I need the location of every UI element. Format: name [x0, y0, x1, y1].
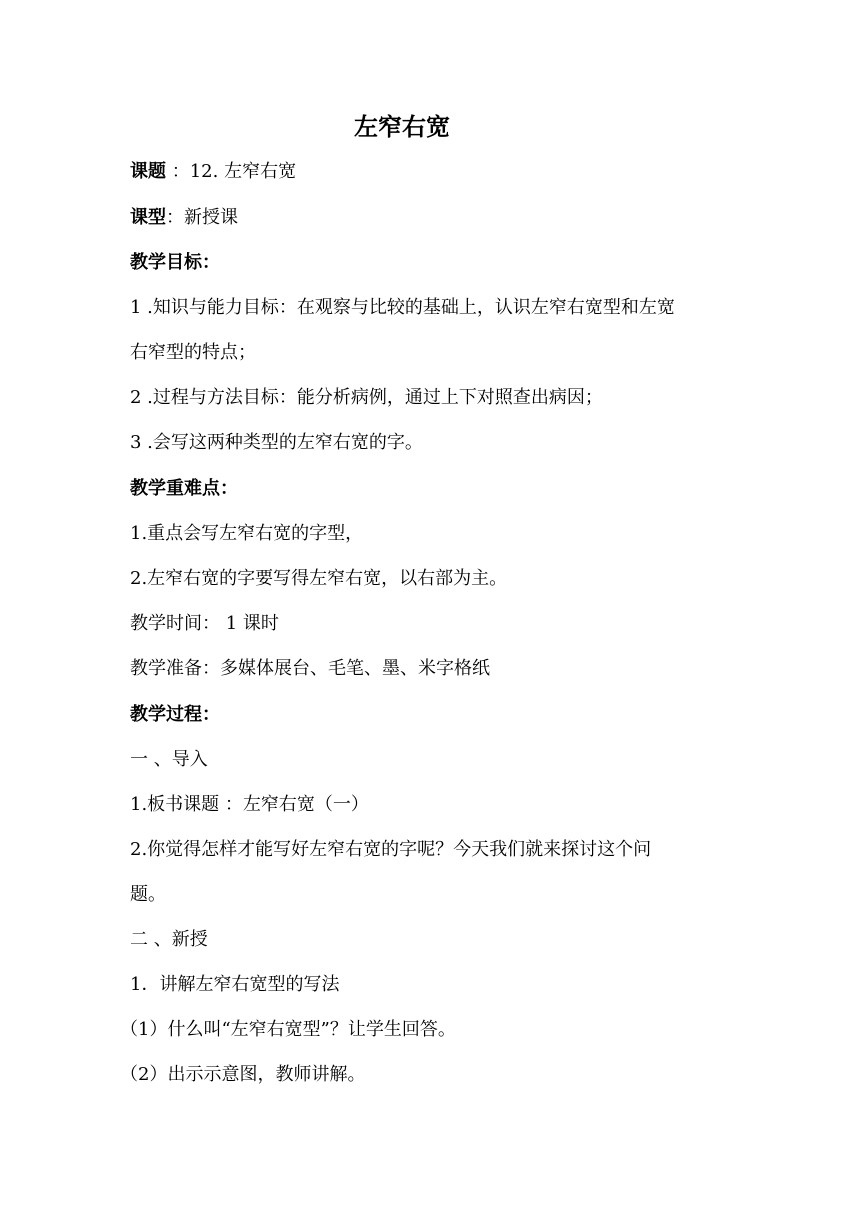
objectives-heading: 教学目标：	[130, 252, 220, 273]
key-points-heading: 教学重难点：	[130, 478, 238, 499]
teaching-time: 教学时间： 1 课时	[130, 613, 279, 634]
course-label: 课题	[130, 161, 166, 182]
type-separator: ：	[166, 207, 184, 228]
intro-item: 题。	[130, 884, 166, 905]
new-lesson-item: 1．讲解左窄右宽型的写法	[130, 974, 340, 995]
objective-item: 3 .会写这两种类型的左窄右宽的字。	[130, 432, 423, 453]
section-heading-new-lesson: 二 、新授	[130, 929, 208, 950]
new-lesson-item: （2）出示示意图，教师讲解。	[120, 1064, 366, 1085]
type-line	[130, 204, 742, 232]
type-label: 课型	[130, 207, 166, 228]
objective-item: 右窄型的特点；	[130, 342, 256, 363]
objective-item: 2 .过程与方法目标：能分析病例，通过上下对照查出病因；	[130, 387, 603, 408]
teaching-preparation: 教学准备：多媒体展台、毛笔、墨、米字格纸	[130, 658, 490, 679]
type-value: 新授课	[184, 207, 238, 228]
new-lesson-item: （1）什么叫“左窄右宽型”？让学生回答。	[120, 1019, 456, 1040]
key-point-item: 1.重点会写左窄右宽的字型，	[130, 523, 364, 544]
course-separator: ：	[166, 161, 190, 182]
objective-item: 1 .知识与能力目标：在观察与比较的基础上，认识左窄右宽型和左宽	[130, 297, 675, 318]
process-heading: 教学过程：	[130, 704, 220, 725]
course-value: 12. 左窄右宽	[189, 161, 297, 182]
document-title: 左窄右宽	[354, 112, 450, 141]
intro-item: 2.你觉得怎样才能写好左窄右宽的字呢？今天我们就来探讨这个问	[130, 839, 652, 860]
key-point-item: 2.左窄右宽的字要写得左窄右宽，以右部为主。	[130, 568, 508, 589]
section-heading-intro: 一 、导入	[130, 749, 208, 770]
course-line	[130, 158, 742, 186]
intro-item: 1.板书课题 ：左窄右宽（一）	[130, 794, 369, 815]
